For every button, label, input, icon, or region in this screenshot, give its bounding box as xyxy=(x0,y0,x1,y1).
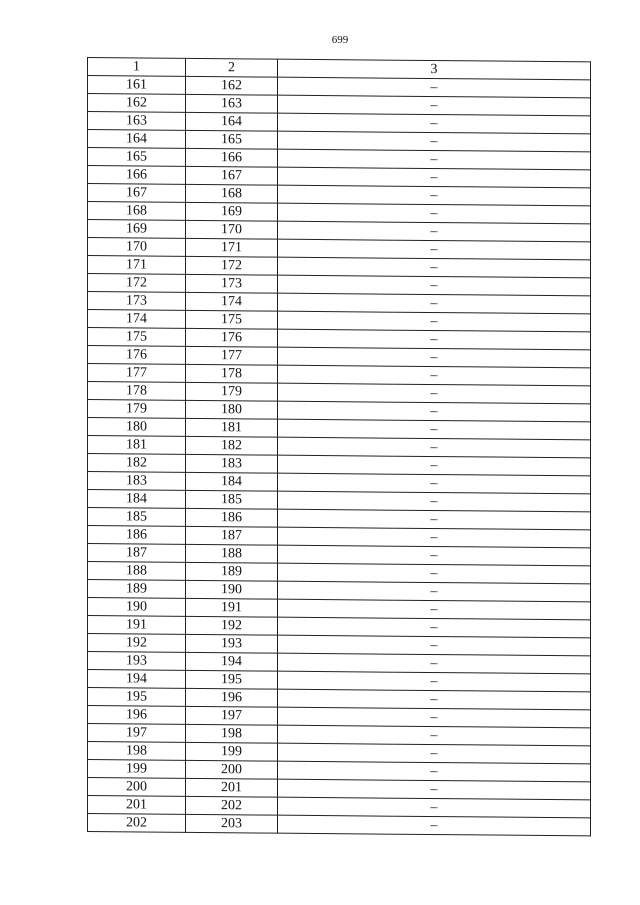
table-cell-col-1: 201 xyxy=(88,796,186,815)
table-cell-col-2: 191 xyxy=(186,598,278,617)
table-cell-col-3: – xyxy=(278,401,591,422)
table-cell-col-3: – xyxy=(278,455,591,476)
table-cell-col-3: – xyxy=(278,239,591,260)
table-cell-col-1: 174 xyxy=(88,310,186,329)
table-cell-col-1: 170 xyxy=(88,238,186,257)
table-cell-col-2: 180 xyxy=(186,400,278,419)
table-cell-col-3: – xyxy=(278,671,591,692)
table-cell-col-3: – xyxy=(278,275,591,296)
table-cell-col-3: – xyxy=(278,347,591,368)
table-cell-col-2: 169 xyxy=(186,202,278,221)
page-number: 699 xyxy=(331,34,349,46)
table-cell-col-2: 187 xyxy=(186,526,278,545)
table-cell-col-1: 182 xyxy=(88,454,186,473)
table-cell-col-1: 186 xyxy=(88,526,186,545)
table-cell-col-3: – xyxy=(278,815,591,836)
table-cell-col-1: 199 xyxy=(88,760,186,779)
table-cell-col-2: 176 xyxy=(186,328,278,347)
table-cell-col-2: 178 xyxy=(186,364,278,383)
table-cell-col-2: 193 xyxy=(186,634,278,653)
table-cell-col-1: 184 xyxy=(88,490,186,509)
table-cell-col-2: 189 xyxy=(186,562,278,581)
table-cell-col-3: – xyxy=(278,329,591,350)
table-cell-col-2: 165 xyxy=(186,130,278,149)
table-cell-col-2: 182 xyxy=(186,436,278,455)
table-cell-col-3: – xyxy=(278,365,591,386)
table-cell-col-2: 199 xyxy=(186,742,278,761)
table-cell-col-1: 173 xyxy=(88,292,186,311)
table-cell-col-3: – xyxy=(278,707,591,728)
table-cell-col-2: 172 xyxy=(186,256,278,275)
table-cell-col-3: – xyxy=(278,131,591,152)
table-cell-col-2: 168 xyxy=(186,184,278,203)
table-row xyxy=(88,814,591,836)
table-cell-col-3: – xyxy=(278,779,591,800)
table-cell-col-1: 175 xyxy=(88,328,186,347)
table-cell-col-3: – xyxy=(278,185,591,206)
table-cell-col-2: 177 xyxy=(186,346,278,365)
table-cell-col-2: 201 xyxy=(186,778,278,797)
table-cell-col-1: 163 xyxy=(88,112,186,131)
table-cell-col-2: 174 xyxy=(186,292,278,311)
table-cell-col-2: 181 xyxy=(186,418,278,437)
table-cell-col-3: – xyxy=(278,203,591,224)
table-cell-col-1: 191 xyxy=(88,616,186,635)
table-cell-col-2: 200 xyxy=(186,760,278,779)
table-cell-col-2: 198 xyxy=(186,724,278,743)
table-cell-col-2: 194 xyxy=(186,652,278,671)
table-cell-col-1: 183 xyxy=(88,472,186,491)
table-cell-col-1: 188 xyxy=(88,562,186,581)
table-cell-col-1: 177 xyxy=(88,364,186,383)
table-body xyxy=(88,76,591,836)
table-cell-col-1: 198 xyxy=(88,742,186,761)
table-cell-col-1: 193 xyxy=(88,652,186,671)
table-cell-col-3: – xyxy=(278,311,591,332)
table-cell-col-3: – xyxy=(278,383,591,404)
table-cell-col-3: – xyxy=(278,149,591,170)
table-cell-col-3: – xyxy=(278,293,591,314)
column-header-1: 1 xyxy=(88,58,186,77)
table-cell-col-3: – xyxy=(278,743,591,764)
table-cell-col-1: 176 xyxy=(88,346,186,365)
table-cell-col-2: 185 xyxy=(186,490,278,509)
table-cell-col-1: 197 xyxy=(88,724,186,743)
table-cell-col-1: 202 xyxy=(88,814,186,833)
table-cell-col-3: – xyxy=(278,77,591,98)
table-cell-col-1: 161 xyxy=(88,76,186,95)
table-cell-col-1: 192 xyxy=(88,634,186,653)
table-cell-col-2: 203 xyxy=(186,814,278,833)
column-header-2: 2 xyxy=(186,58,278,77)
table-cell-col-1: 181 xyxy=(88,436,186,455)
table-cell-col-3: – xyxy=(278,689,591,710)
table-cell-col-3: – xyxy=(278,113,591,134)
table-cell-col-3: – xyxy=(278,635,591,656)
table-cell-col-2: 166 xyxy=(186,148,278,167)
table-cell-col-2: 197 xyxy=(186,706,278,725)
table-cell-col-2: 186 xyxy=(186,508,278,527)
data-table xyxy=(87,57,591,836)
table-cell-col-1: 187 xyxy=(88,544,186,563)
table-cell-col-1: 165 xyxy=(88,148,186,167)
table-cell-col-1: 169 xyxy=(88,220,186,239)
table-cell-col-3: – xyxy=(278,419,591,440)
table-cell-col-1: 185 xyxy=(88,508,186,527)
table-cell-col-2: 202 xyxy=(186,796,278,815)
table-cell-col-2: 163 xyxy=(186,94,278,113)
table-cell-col-3: – xyxy=(278,563,591,584)
table-cell-col-1: 189 xyxy=(88,580,186,599)
table-cell-col-3: – xyxy=(278,653,591,674)
table-cell-col-3: – xyxy=(278,617,591,638)
column-header-3: 3 xyxy=(278,59,591,80)
table-cell-col-3: – xyxy=(278,581,591,602)
table-cell-col-2: 183 xyxy=(186,454,278,473)
table-cell-col-2: 195 xyxy=(186,670,278,689)
table-cell-col-1: 166 xyxy=(88,166,186,185)
table-cell-col-1: 180 xyxy=(88,418,186,437)
table-cell-col-1: 171 xyxy=(88,256,186,275)
table-cell-col-1: 162 xyxy=(88,94,186,113)
table-cell-col-3: – xyxy=(278,437,591,458)
table-cell-col-2: 164 xyxy=(186,112,278,131)
table-cell-col-3: – xyxy=(278,491,591,512)
data-table-container xyxy=(87,57,596,836)
table-cell-col-3: – xyxy=(278,167,591,188)
table-cell-col-3: – xyxy=(278,761,591,782)
table-cell-col-3: – xyxy=(278,509,591,530)
table-cell-col-1: 172 xyxy=(88,274,186,293)
table-cell-col-3: – xyxy=(278,725,591,746)
table-cell-col-2: 175 xyxy=(186,310,278,329)
table-cell-col-1: 190 xyxy=(88,598,186,617)
table-cell-col-3: – xyxy=(278,599,591,620)
table-cell-col-3: – xyxy=(278,95,591,116)
table-cell-col-1: 195 xyxy=(88,688,186,707)
table-cell-col-1: 200 xyxy=(88,778,186,797)
table-cell-col-1: 194 xyxy=(88,670,186,689)
table-cell-col-1: 167 xyxy=(88,184,186,203)
table-cell-col-2: 173 xyxy=(186,274,278,293)
table-cell-col-2: 167 xyxy=(186,166,278,185)
table-cell-col-1: 178 xyxy=(88,382,186,401)
table-cell-col-3: – xyxy=(278,257,591,278)
table-cell-col-2: 179 xyxy=(186,382,278,401)
table-cell-col-3: – xyxy=(278,221,591,242)
table-cell-col-1: 168 xyxy=(88,202,186,221)
table-cell-col-1: 196 xyxy=(88,706,186,725)
table-cell-col-2: 171 xyxy=(186,238,278,257)
table-cell-col-1: 179 xyxy=(88,400,186,419)
table-cell-col-3: – xyxy=(278,545,591,566)
table-cell-col-3: – xyxy=(278,797,591,818)
table-cell-col-2: 162 xyxy=(186,76,278,95)
table-cell-col-1: 164 xyxy=(88,130,186,149)
table-cell-col-2: 192 xyxy=(186,616,278,635)
table-cell-col-2: 190 xyxy=(186,580,278,599)
table-cell-col-3: – xyxy=(278,473,591,494)
table-cell-col-2: 188 xyxy=(186,544,278,563)
table-cell-col-2: 170 xyxy=(186,220,278,239)
table-cell-col-2: 196 xyxy=(186,688,278,707)
table-cell-col-3: – xyxy=(278,527,591,548)
table-cell-col-2: 184 xyxy=(186,472,278,491)
